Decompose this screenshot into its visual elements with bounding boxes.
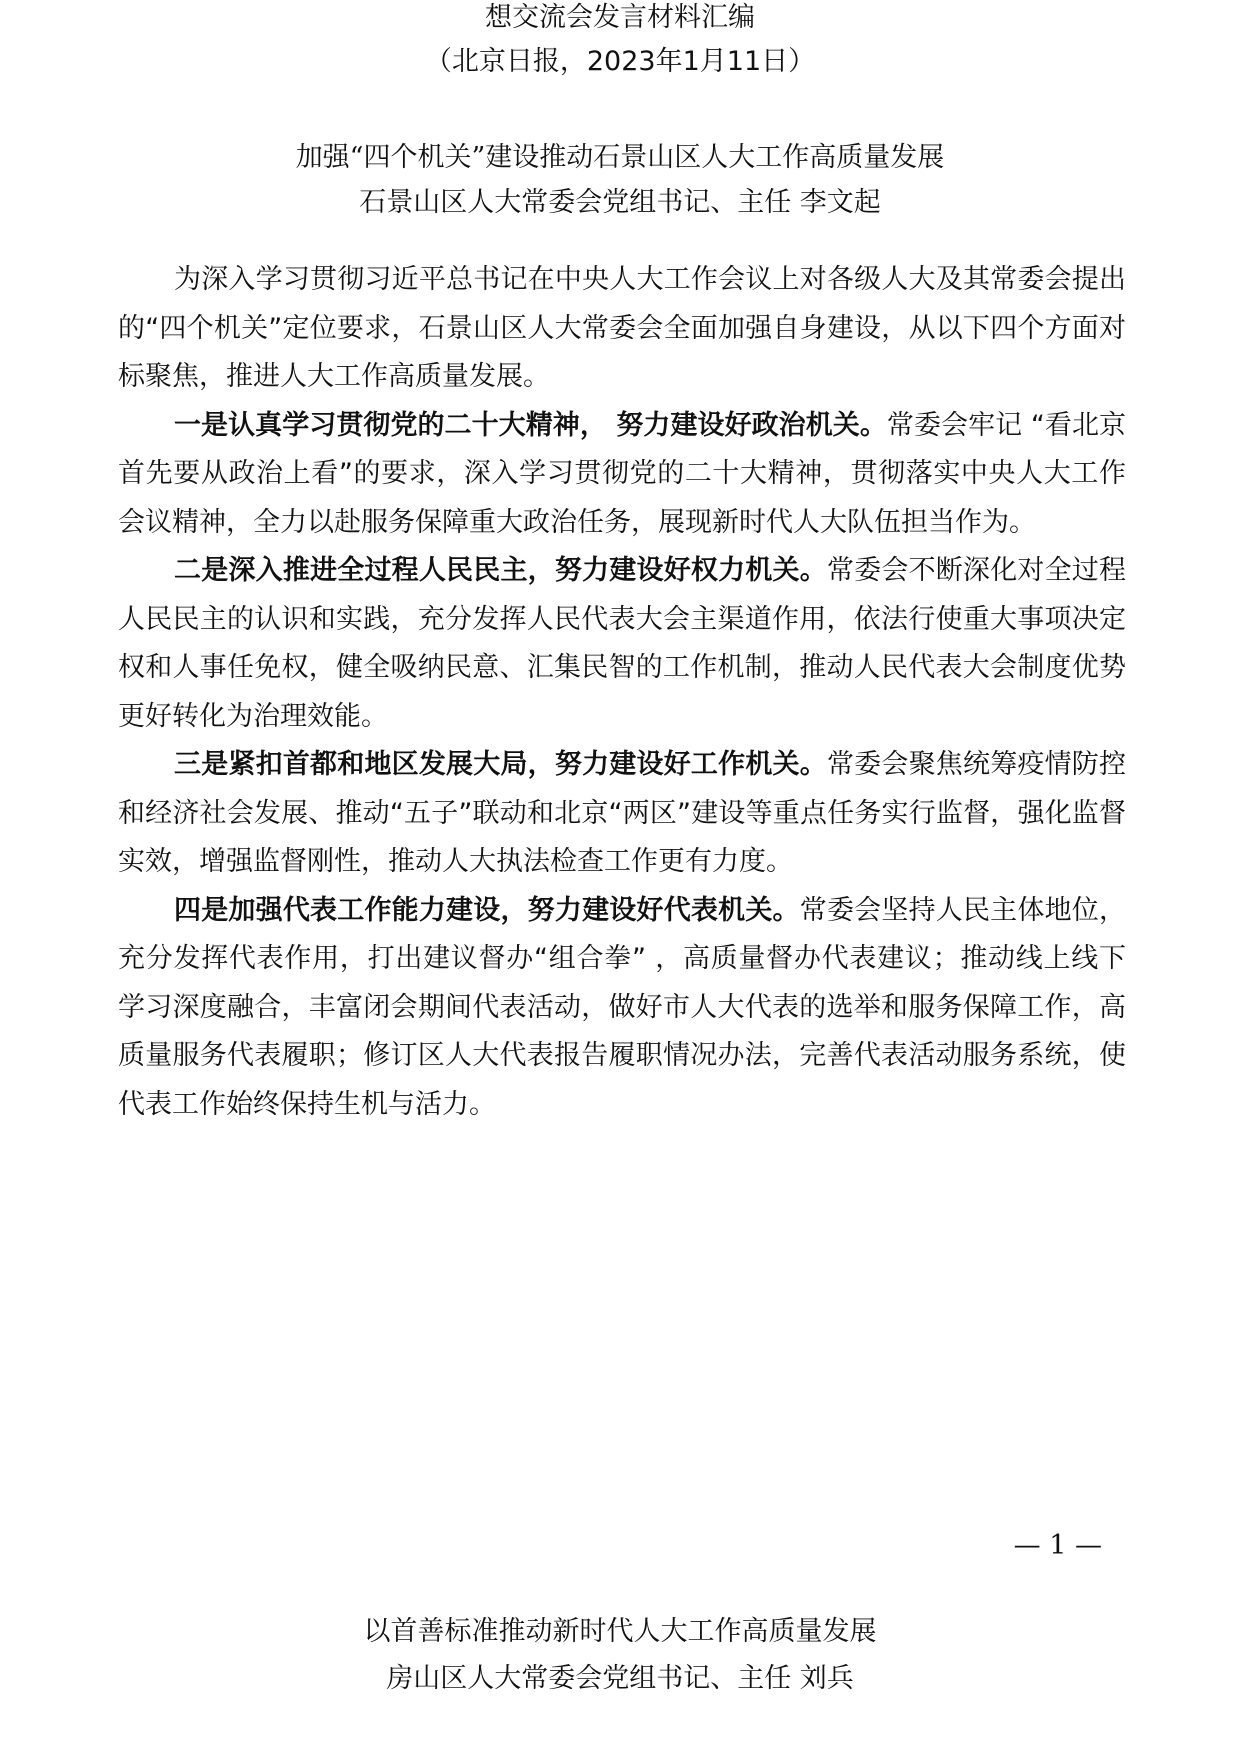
article-title: 加强“四个机关”建设推动石景山区人大工作高质量发展 <box>295 142 945 173</box>
source-line: （北京日报，2023年1月11日） <box>424 46 816 77</box>
section-paragraph-4 <box>118 887 1126 1130</box>
section-lead-4: 四是加强代表工作能力建设，努力建设好代表机关。 <box>174 894 800 926</box>
section-text-2: 常委会不断深化对全过程人民民主的认识和实践，充分发挥人民代表大会主渠道作用，依法行使重大事项决定权和人事任免权，健全吸纳民意、汇集民智的工作机制，推动人民代表大会制度优势更好转化为治理效能。 <box>118 555 1127 732</box>
article-body <box>118 256 1126 1129</box>
page-number: — 1 — <box>1013 1530 1102 1561</box>
running-title: 想交流会发言材料汇编 <box>485 2 755 33</box>
next-article-title: 以首善标准推动新时代人大工作高质量发展 <box>363 1616 877 1647</box>
article-author: 石景山区人大常委会党组书记、主任 李文起 <box>359 187 881 218</box>
intro-text: 为深入学习贯彻习近平总书记在中央人大工作会议上对各级人大及其常委会提出的“四个机关”定位要求，石景山区人大常委会全面加强自身建设，从以下四个方面对标聚焦，推进人大工作高质量发展。 <box>118 264 1126 392</box>
section-paragraph-1 <box>118 402 1126 548</box>
section-paragraph-3 <box>118 741 1126 887</box>
section-text-1: 常委会牢记 “看北京首先要从政治上看”的要求，深入学习贯彻党的二十大精神，贯彻落实中央人大工作会议精神，全力以赴服务保障重大政治任务，展现新时代人大队伍担当作为。 <box>118 409 1126 538</box>
section-text-3: 常委会聚焦统筹疫情防控和经济社会发展、推动“五子”联动和北京“两区”建设等重点任务实行监督，强化监督实效，增强监督刚性，推动人大执法检查工作更有力度。 <box>118 749 1127 877</box>
next-article-author: 房山区人大常委会党组书记、主任 刘兵 <box>386 1663 854 1694</box>
intro-paragraph <box>118 256 1126 402</box>
section-paragraph-2 <box>118 547 1126 741</box>
section-text-4: 常委会坚持人民主体地位，充分发挥代表作用，打出建议督办“组合拳” ，高质量督办代表建议；推动线上线下学习深度融合，丰富闭会期间代表活动，做好市人大代表的选举和服务保障工作，高质量服务代表履职；修订区人大代表报告履职情况办法，完善代表活动服务系统，使代表工作始终保持生机与活力。 <box>118 894 1126 1120</box>
section-lead-2: 二是深入推进全过程人民民主，努力建设好权力机关。 <box>174 555 827 586</box>
section-lead-1: 一是认真学习贯彻党的二十大精神， 努力建设好政治机关。 <box>174 409 887 441</box>
section-lead-3: 三是紧扣首都和地区发展大局，努力建设好工作机关。 <box>174 749 827 780</box>
